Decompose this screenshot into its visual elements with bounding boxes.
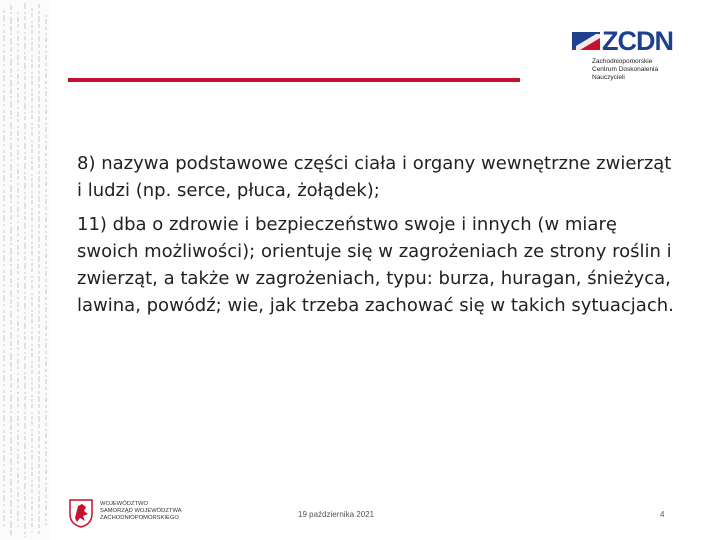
paragraph-11: 11) dba o zdrowie i bezpieczeństwo swoje i innych (w miarę swoich możliwości); orientuje się w zagrożeniach ze strony roślin i zwierząt, a także w zagrożeniach, typu: burza, huragan, śnieżyca, lawina, powódź; wie, jak trzeba zachować się w takich sytuacjach.	[77, 214, 674, 316]
footer-org-text	[100, 501, 200, 522]
footer-org-line3: ZACHODNIOPOMORSKIEGO	[100, 515, 179, 521]
paragraph-8: 8) nazywa podstawowe części ciała i organy wewnętrzne zwierząt i ludzi (np. serce, płuca, żołądek);	[77, 153, 672, 201]
footer-org-line1: WOJEWÓDZTWO	[100, 501, 148, 507]
page-number: 4	[660, 510, 665, 519]
footer-date: 19 października 2021	[298, 510, 375, 519]
zcdn-logo-mark-icon	[570, 28, 602, 54]
footer-org-line2: SAMORZĄD WOJEWÓDZTWA	[100, 508, 182, 514]
logo-subtitle	[592, 58, 687, 82]
footer-org-logo	[66, 498, 196, 530]
griffin-emblem-icon	[66, 498, 96, 528]
logo-wordmark: ZCDN	[602, 26, 673, 56]
zcdn-logo	[570, 26, 682, 81]
logo-subtitle-line1: Zachodniopomorskie	[592, 58, 653, 65]
title-divider	[68, 78, 520, 82]
handwriting-decoration	[0, 0, 50, 540]
handwriting-pattern	[0, 0, 50, 540]
slide-content	[77, 150, 677, 326]
logo-subtitle-line2: Centrum Doskonalenia Nauczycieli	[592, 66, 659, 81]
